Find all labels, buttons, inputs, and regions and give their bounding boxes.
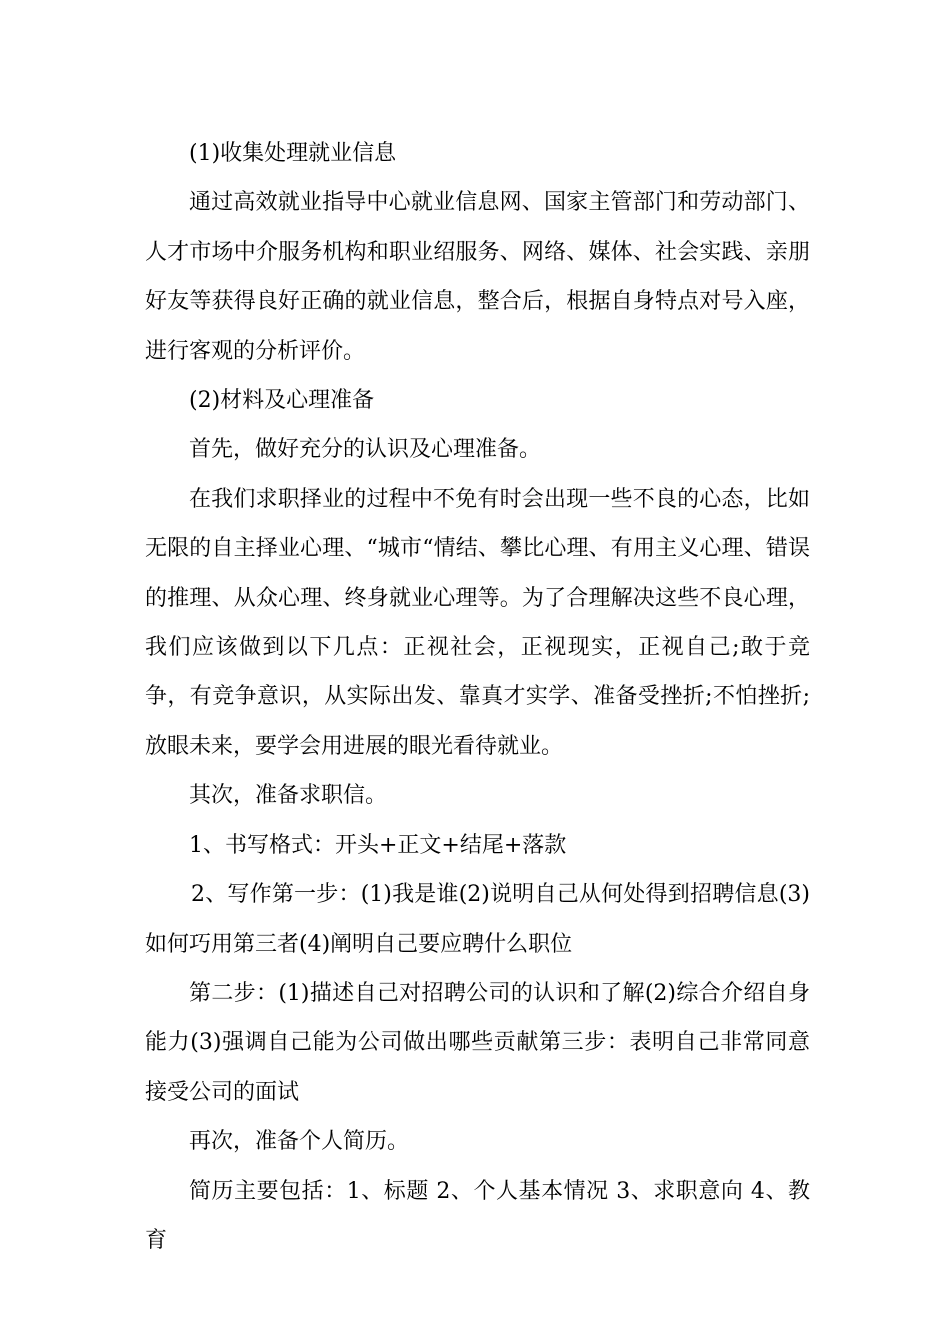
paragraph-first-preparation: 首先，做好充分的认识及心理准备。 (189, 437, 542, 463)
paragraph-info-sources: 通过高效就业指导中心就业信息网、国家主管部门和劳动部门、人才市场中介服务机构和职业绍服务、网络、媒体、社会实践、亲朋好友等获得良好正确的就业信息，整合后，根据自身特点对号入座，进行客观的分析评价。 (145, 190, 810, 364)
document-body (145, 129, 810, 1265)
paragraph-letter-format: 1、书写格式：开头+正文+结尾+落款 (189, 832, 567, 858)
paragraph-writing-step-two: 第二步：(1)描述自己对招聘公司的认识和了解(2)综合介绍自身能力(3)强调自己能为公司做出哪些贡献第三步：表明自己非常同意接受公司的面试 (145, 980, 810, 1105)
paragraph-resume: 再次，准备个人简历。 (189, 1129, 410, 1155)
paragraph-writing-step-one: 2、写作第一步：(1)我是谁(2)说明自己从何处得到招聘信息(3)如何巧用第三者(4)阐明自己要应聘什么职位 (145, 882, 810, 957)
heading-material-preparation: (2)材料及心理准备 (189, 388, 375, 414)
paragraph-mindset: 在我们求职择业的过程中不免有时会出现一些不良的心态，比如无限的自主择业心理、“城市“情结、攀比心理、有用主义心理、错误的推理、从众心理、终身就业心理等。为了合理解决这些不良心理，我们应该做到以下几点：正视社会，正视现实，正视自己;敢于竞争，有竞争意识，从实际出发、靠真才实学、准备受挫折;不怕挫折;放眼未来，要学会用进展的眼光看待就业。 (145, 486, 810, 759)
paragraph-resume-contents: 简历主要包括：1、标题 2、个人基本情况 3、求职意向 4、教育 (145, 1178, 810, 1253)
paragraph-cover-letter: 其次，准备求职信。 (189, 783, 388, 809)
heading-collect-info: (1)收集处理就业信息 (189, 141, 397, 166)
